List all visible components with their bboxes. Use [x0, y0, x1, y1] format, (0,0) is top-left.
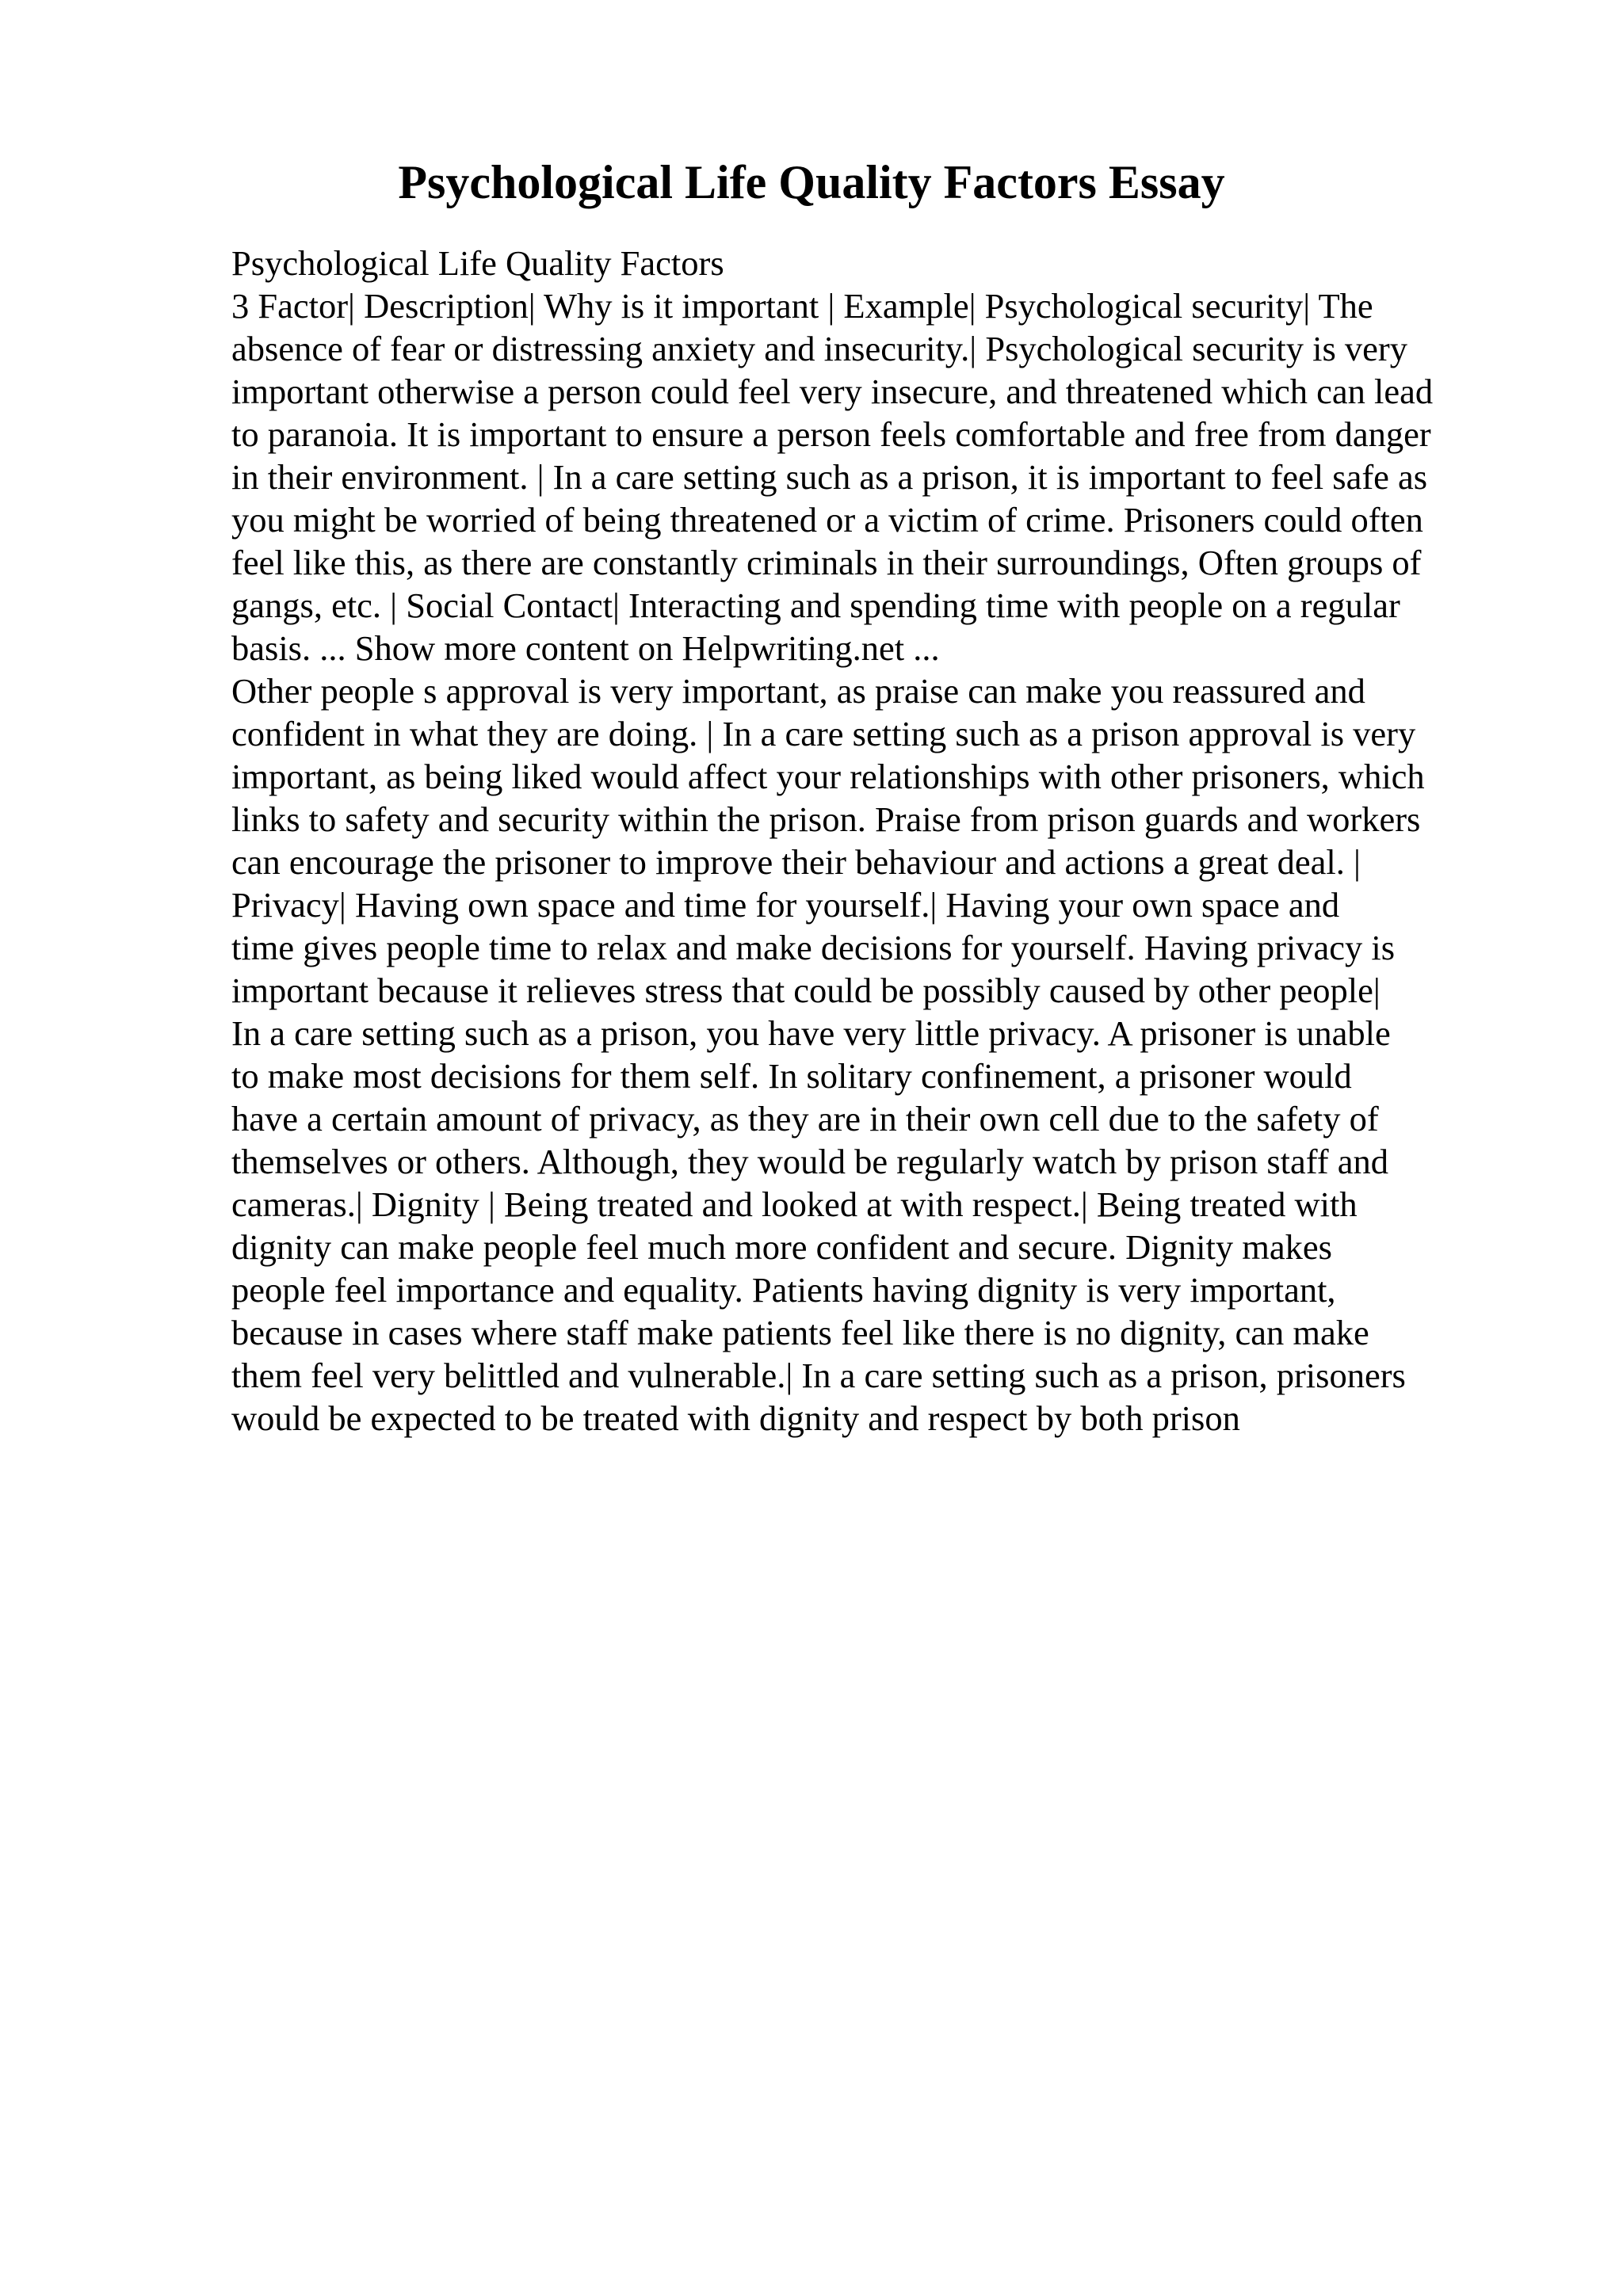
body-line: absence of fear or distressing anxiety and insecurity.| Psychological security is very [231, 329, 1407, 368]
body-line: In a care setting such as a prison, you have very little privacy. A prisoner is unable [231, 1013, 1391, 1053]
body-line: basis. ... Show more content on Helpwriting.net ... [231, 628, 940, 668]
body-line: can encourage the prisoner to improve their behaviour and actions a great deal. | [231, 842, 1361, 882]
essay-title: Psychological Life Quality Factors Essay [398, 156, 1225, 208]
body-line: have a certain amount of privacy, as they are in their own cell due to the safety of [231, 1099, 1379, 1138]
body-line: because in cases where staff make patients feel like there is no dignity, can make [231, 1313, 1369, 1352]
body-line: time gives people time to relax and make decisions for yourself. Having privacy is [231, 928, 1396, 967]
body-line: themselves or others. Although, they would be regularly watch by prison staff and [231, 1142, 1388, 1181]
body-line: them feel very belittled and vulnerable.| In a care setting such as a prison, prisoners [231, 1356, 1406, 1395]
body-line: to make most decisions for them self. In solitary confinement, a prisoner would [231, 1056, 1352, 1096]
body-line: to paranoia. It is important to ensure a person feels comfortable and free from danger [231, 414, 1431, 454]
body-line: cameras.| Dignity | Being treated and looked at with respect.| Being treated with [231, 1184, 1358, 1224]
body-line: Psychological Life Quality Factors [231, 243, 724, 283]
body-line: important, as being liked would affect your relationships with other prisoners, which [231, 757, 1425, 796]
body-line: Other people s approval is very important, as praise can make you reassured and [231, 671, 1365, 711]
body-line: important otherwise a person could feel very insecure, and threatened which can lead [231, 372, 1434, 411]
body-line: gangs, etc. | Social Contact| Interacting and spending time with people on a regular [231, 585, 1400, 625]
body-line: people feel importance and equality. Patients having dignity is very important, [231, 1270, 1336, 1310]
body-line: would be expected to be treated with dignity and respect by both prison [231, 1398, 1240, 1438]
body-line: dignity can make people feel much more confident and secure. Dignity makes [231, 1227, 1332, 1267]
body-line: links to safety and security within the prison. Praise from prison guards and workers [231, 799, 1421, 839]
body-line: important because it relieves stress that could be possibly caused by other people| [231, 971, 1381, 1010]
essay-body [231, 242, 1579, 1440]
body-line: confident in what they are doing. | In a care setting such as a prison approval is very [231, 714, 1416, 753]
body-line: in their environment. | In a care setting such as a prison, it is important to feel safe as [231, 457, 1428, 497]
body-line: feel like this, as there are constantly criminals in their surroundings, Often groups of [231, 543, 1422, 582]
body-line: Privacy| Having own space and time for yourself.| Having your own space and [231, 885, 1340, 925]
body-line: 3 Factor| Description| Why is it important | Example| Psychological security| The [231, 286, 1373, 326]
body-line: you might be worried of being threatened or a victim of crime. Prisoners could often [231, 500, 1423, 540]
